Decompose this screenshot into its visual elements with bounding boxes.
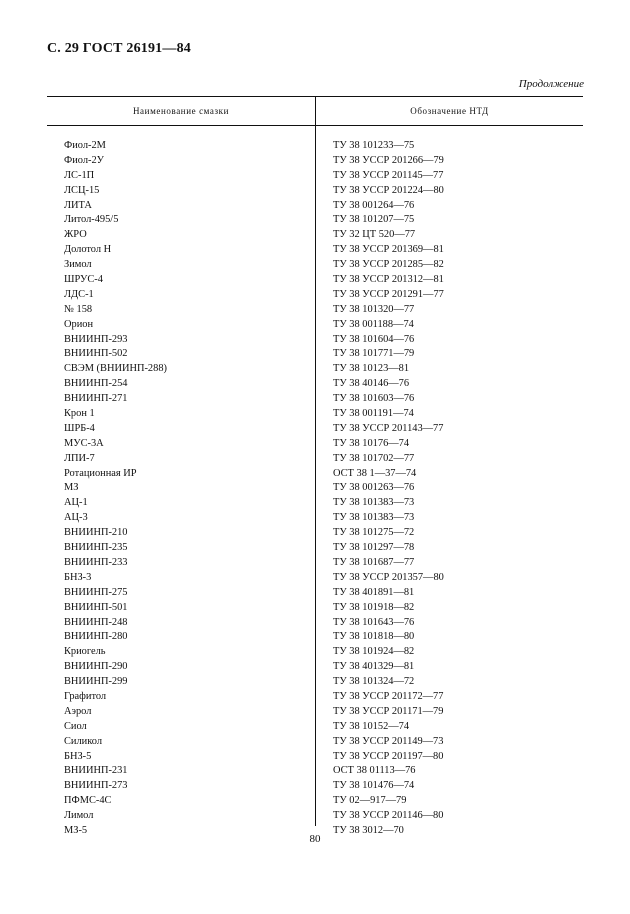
- ntd-designation: ТУ 38 УССР 201197—80: [333, 750, 444, 762]
- ntd-designation: ТУ 38 101818—80: [333, 631, 415, 643]
- lubricant-name: ВНИИНП-248: [64, 616, 128, 628]
- ntd-designation: ТУ 38 101233—75: [333, 140, 415, 151]
- table-row: [0, 213, 630, 228]
- ntd-designation: ТУ 38 УССР 201145—77: [333, 169, 444, 181]
- lubricant-name: Аэрол: [64, 705, 92, 717]
- ntd-designation: ТУ 38 001263—76: [333, 482, 415, 494]
- ntd-designation: ТУ 38 101320—77: [333, 303, 415, 315]
- ntd-designation: ТУ 38 001188—74: [333, 318, 414, 330]
- table-row: [0, 630, 630, 645]
- table-row: [0, 258, 630, 273]
- lubricant-name: ШРБ-4: [64, 422, 95, 434]
- lubricant-name: ШРУС-4: [64, 274, 103, 286]
- table-row: [0, 750, 630, 765]
- ntd-designation: ТУ 38 10176—74: [333, 437, 410, 449]
- lubricant-name: Криогель: [64, 646, 106, 658]
- column-header-name: Наименование смазки: [132, 106, 230, 116]
- ntd-designation: ТУ 38 УССР 201171—79: [333, 705, 444, 717]
- ntd-designation: ТУ 38 101383—73: [333, 497, 415, 509]
- table-row: [0, 764, 630, 779]
- lubricant-name: Крон 1: [64, 408, 95, 420]
- table-row: [0, 586, 630, 601]
- lubricant-name: ЛПИ-7: [64, 452, 95, 464]
- lubricant-name: Лимол: [64, 810, 94, 822]
- table-row: [0, 228, 630, 243]
- lubricant-name: ЛДС-1: [64, 288, 94, 300]
- lubricant-name: ПФМС-4С: [64, 795, 112, 807]
- table-row: [0, 571, 630, 586]
- lubricant-name: АЦ-3: [64, 512, 88, 524]
- table-row: [0, 779, 630, 794]
- page-number: 80: [309, 833, 321, 845]
- lubricant-name: Орион: [64, 318, 94, 330]
- ntd-designation: ТУ 38 101924—82: [333, 646, 415, 658]
- lubricant-name: ЛСЦ-15: [64, 184, 100, 196]
- table-row: [0, 467, 630, 482]
- lubricant-name: Силикол: [64, 735, 103, 747]
- ntd-designation: ТУ 38 101643—76: [333, 616, 415, 628]
- ntd-designation: ТУ 38 401891—81: [333, 586, 415, 598]
- lubricant-name: ВНИИНП-501: [64, 601, 128, 613]
- ntd-designation: ТУ 38 УССР 201369—81: [333, 244, 444, 256]
- table-row: [0, 541, 630, 556]
- table-row: [0, 362, 630, 377]
- ntd-designation: ТУ 38 УССР 201143—77: [333, 422, 444, 434]
- lubricant-name: Долотол Н: [64, 244, 112, 256]
- ntd-designation: ТУ 38 10123—81: [333, 363, 410, 375]
- table-row: [0, 318, 630, 333]
- table-row: [0, 184, 630, 199]
- lubricant-name: ВНИИНП-502: [64, 348, 128, 360]
- lubricant-name: ВНИИНП-280: [64, 631, 128, 643]
- ntd-designation: ТУ 38 10152—74: [333, 720, 410, 732]
- ntd-designation: ТУ 38 101771—79: [333, 348, 415, 360]
- lubricant-name: ВНИИНП-299: [64, 676, 128, 688]
- lubricant-name: СВЭМ (ВНИИНП-288): [64, 363, 167, 375]
- table-row: [0, 556, 630, 571]
- ntd-designation: ТУ 38 001191—74: [333, 408, 414, 420]
- table-row: [0, 288, 630, 303]
- lubricant-name: ЛИТА: [64, 199, 92, 211]
- table-row: [0, 616, 630, 631]
- table-row: [0, 660, 630, 675]
- table-row: [0, 705, 630, 720]
- lubricant-name: ВНИИНП-210: [64, 527, 128, 539]
- lubricant-name: ВНИИНП-275: [64, 586, 128, 598]
- ntd-designation: ОСТ 38 01113—76: [333, 765, 416, 777]
- table-body: [0, 139, 630, 839]
- table-row: [0, 422, 630, 437]
- table-row: [0, 601, 630, 616]
- lubricant-name: Литол-495/5: [64, 214, 119, 226]
- ntd-designation: ТУ 38 УССР 201312—81: [333, 274, 444, 286]
- ntd-designation: ТУ 38 101476—74: [333, 780, 415, 792]
- ntd-designation: ТУ 38 УССР 201285—82: [333, 259, 444, 271]
- ntd-designation: ТУ 38 УССР 201146—80: [333, 810, 444, 822]
- ntd-designation: ТУ 38 УССР 201149—73: [333, 735, 444, 747]
- lubricant-name: ВНИИНП-290: [64, 661, 128, 673]
- lubricant-name: Графитол: [64, 690, 107, 702]
- table-row: [0, 333, 630, 348]
- table-row: [0, 392, 630, 407]
- ntd-designation: ТУ 38 101297—78: [333, 542, 415, 554]
- lubricant-name: ВНИИНП-271: [64, 393, 128, 405]
- table-row: [0, 645, 630, 660]
- lubricant-name: ВНИИНП-235: [64, 542, 128, 554]
- table-row: [0, 735, 630, 750]
- ntd-designation: ТУ 38 101603—76: [333, 393, 415, 405]
- lubricant-name: БНЗ-3: [64, 571, 92, 583]
- ntd-designation: ТУ 38 УССР 201224—80: [333, 184, 444, 196]
- lubricant-name: Фиол-2У: [64, 154, 105, 166]
- lubricant-name: № 158: [64, 303, 93, 315]
- ntd-designation: ТУ 38 40146—76: [333, 378, 410, 390]
- ntd-designation: ТУ 38 101275—72: [333, 527, 415, 539]
- ntd-designation: ТУ 38 101687—77: [333, 556, 415, 568]
- table-row: [0, 139, 630, 154]
- ntd-designation: ТУ 38 3012—70: [333, 824, 404, 836]
- continuation-label: Продолжение: [518, 78, 584, 90]
- lubricant-name: Сиол: [64, 720, 87, 732]
- lubricant-name: ВНИИНП-254: [64, 378, 128, 390]
- lubricant-name: МУС-3А: [64, 437, 104, 449]
- ntd-designation: ТУ 02—917—79: [333, 795, 407, 807]
- lubricant-name: БНЗ-5: [64, 750, 92, 762]
- table-row: [0, 303, 630, 318]
- ntd-designation: ТУ 38 УССР 201357—80: [333, 571, 444, 583]
- ntd-designation: ТУ 38 УССР 201266—79: [333, 154, 444, 166]
- ntd-designation: ТУ 32 ЦТ 520—77: [333, 229, 416, 241]
- table-row: [0, 720, 630, 735]
- lubricant-name: ЖРО: [64, 229, 87, 241]
- table-row: [0, 809, 630, 824]
- ntd-designation: ТУ 38 101918—82: [333, 601, 415, 613]
- lubricant-name: ВНИИНП-231: [64, 765, 128, 777]
- document-header: С. 29 ГОСТ 26191—84: [47, 41, 191, 56]
- ntd-designation: ТУ 38 101702—77: [333, 452, 415, 464]
- ntd-designation: ТУ 38 УССР 201172—77: [333, 690, 444, 702]
- table-row: [0, 199, 630, 214]
- lubricant-name: ВНИИНП-293: [64, 333, 128, 345]
- ntd-designation: ТУ 38 УССР 201291—77: [333, 288, 444, 300]
- lubricant-name: ВНИИНП-233: [64, 556, 128, 568]
- ntd-designation: ТУ 38 101604—76: [333, 333, 415, 345]
- table-row: [0, 526, 630, 541]
- table-row: [0, 243, 630, 258]
- table-row: [0, 675, 630, 690]
- table-row: [0, 169, 630, 184]
- table-row: [0, 496, 630, 511]
- lubricant-name: ЛС-1П: [64, 169, 95, 181]
- table-row: [0, 511, 630, 526]
- lubricant-name: Фиол-2М: [64, 140, 106, 151]
- lubricant-name: ВНИИНП-273: [64, 780, 128, 792]
- table-row: [0, 347, 630, 362]
- ntd-designation: ТУ 38 101207—75: [333, 214, 415, 226]
- lubricant-name: Зимол: [64, 259, 92, 271]
- ntd-designation: ТУ 38 101324—72: [333, 676, 415, 688]
- lubricant-name: МЗ-5: [64, 824, 88, 836]
- ntd-designation: ТУ 38 101383—73: [333, 512, 415, 524]
- ntd-designation: ТУ 38 401329—81: [333, 661, 415, 673]
- ntd-designation: ТУ 38 001264—76: [333, 199, 415, 211]
- table-row: [0, 273, 630, 288]
- table-row: [0, 377, 630, 392]
- lubricant-name: Ротационная ИР: [64, 467, 137, 479]
- ntd-designation: ОСТ 38 1—37—74: [333, 467, 417, 479]
- table-row: [0, 154, 630, 169]
- table-header-rule: [47, 125, 583, 126]
- table-row: [0, 690, 630, 705]
- column-header-ntd: Обозначение НТД: [410, 106, 489, 116]
- table-row: [0, 437, 630, 452]
- lubricant-name: МЗ: [64, 482, 79, 494]
- table-row: [0, 794, 630, 809]
- lubricant-name: АЦ-1: [64, 497, 88, 509]
- table-row: [0, 407, 630, 422]
- table-row: [0, 452, 630, 467]
- table-row: [0, 481, 630, 496]
